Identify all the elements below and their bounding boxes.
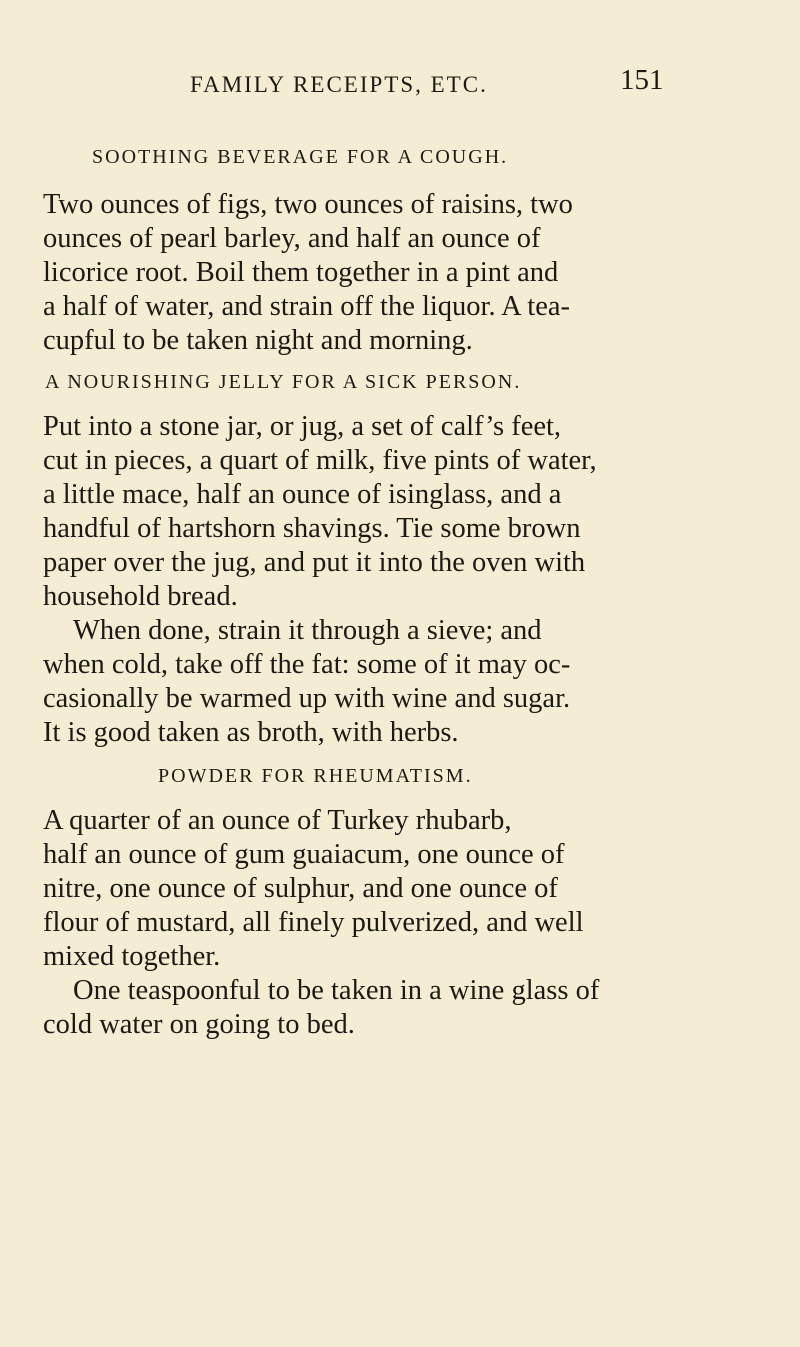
recipe-title: SOOTHING BEVERAGE FOR A COUGH.	[92, 146, 509, 168]
running-title: FAMILY RECEIPTS, ETC.	[190, 72, 488, 97]
text-line: mixed together.	[43, 941, 221, 972]
text-line: flour of mustard, all finely pulverized, and well	[43, 907, 584, 938]
text-line: cupful to be taken night and morning.	[43, 325, 473, 356]
text-line: paper over the jug, and put it into the oven with	[43, 547, 586, 578]
text-line: cold water on going to bed.	[43, 1009, 355, 1040]
text-line: half an ounce of gum guaiacum, one ounce of	[43, 839, 565, 870]
text-line: household bread.	[43, 581, 238, 612]
text-line: casionally be warmed up with wine and sugar.	[43, 683, 571, 714]
text-line: It is good taken as broth, with herbs.	[43, 717, 459, 748]
text-line: licorice root. Boil them together in a pint and	[43, 257, 559, 288]
text-line: when cold, take off the fat: some of it may oc-	[43, 649, 571, 680]
text-line: nitre, one ounce of sulphur, and one ounce of	[43, 873, 558, 904]
text-line: One teaspoonful to be taken in a wine glass of	[73, 975, 600, 1006]
text-line: Put into a stone jar, or jug, a set of calf’s feet,	[43, 411, 562, 442]
text-line: When done, strain it through a sieve; and	[73, 615, 542, 646]
text-line: ounces of pearl barley, and half an ounce of	[43, 223, 541, 254]
text-line: a half of water, and strain off the liquor. A tea-	[43, 291, 570, 322]
text-line: Two ounces of figs, two ounces of raisins, two	[43, 189, 573, 220]
recipe-title: A NOURISHING JELLY FOR A SICK PERSON.	[45, 371, 522, 393]
recipe-title: POWDER FOR RHEUMATISM.	[158, 765, 473, 787]
page-number: 151	[620, 64, 664, 96]
text-line: A quarter of an ounce of Turkey rhubarb,	[43, 805, 512, 836]
text-line: a little mace, half an ounce of isinglass, and a	[43, 479, 562, 510]
text-line: cut in pieces, a quart of milk, five pints of water,	[43, 445, 597, 476]
text-line: handful of hartshorn shavings. Tie some brown	[43, 513, 581, 544]
